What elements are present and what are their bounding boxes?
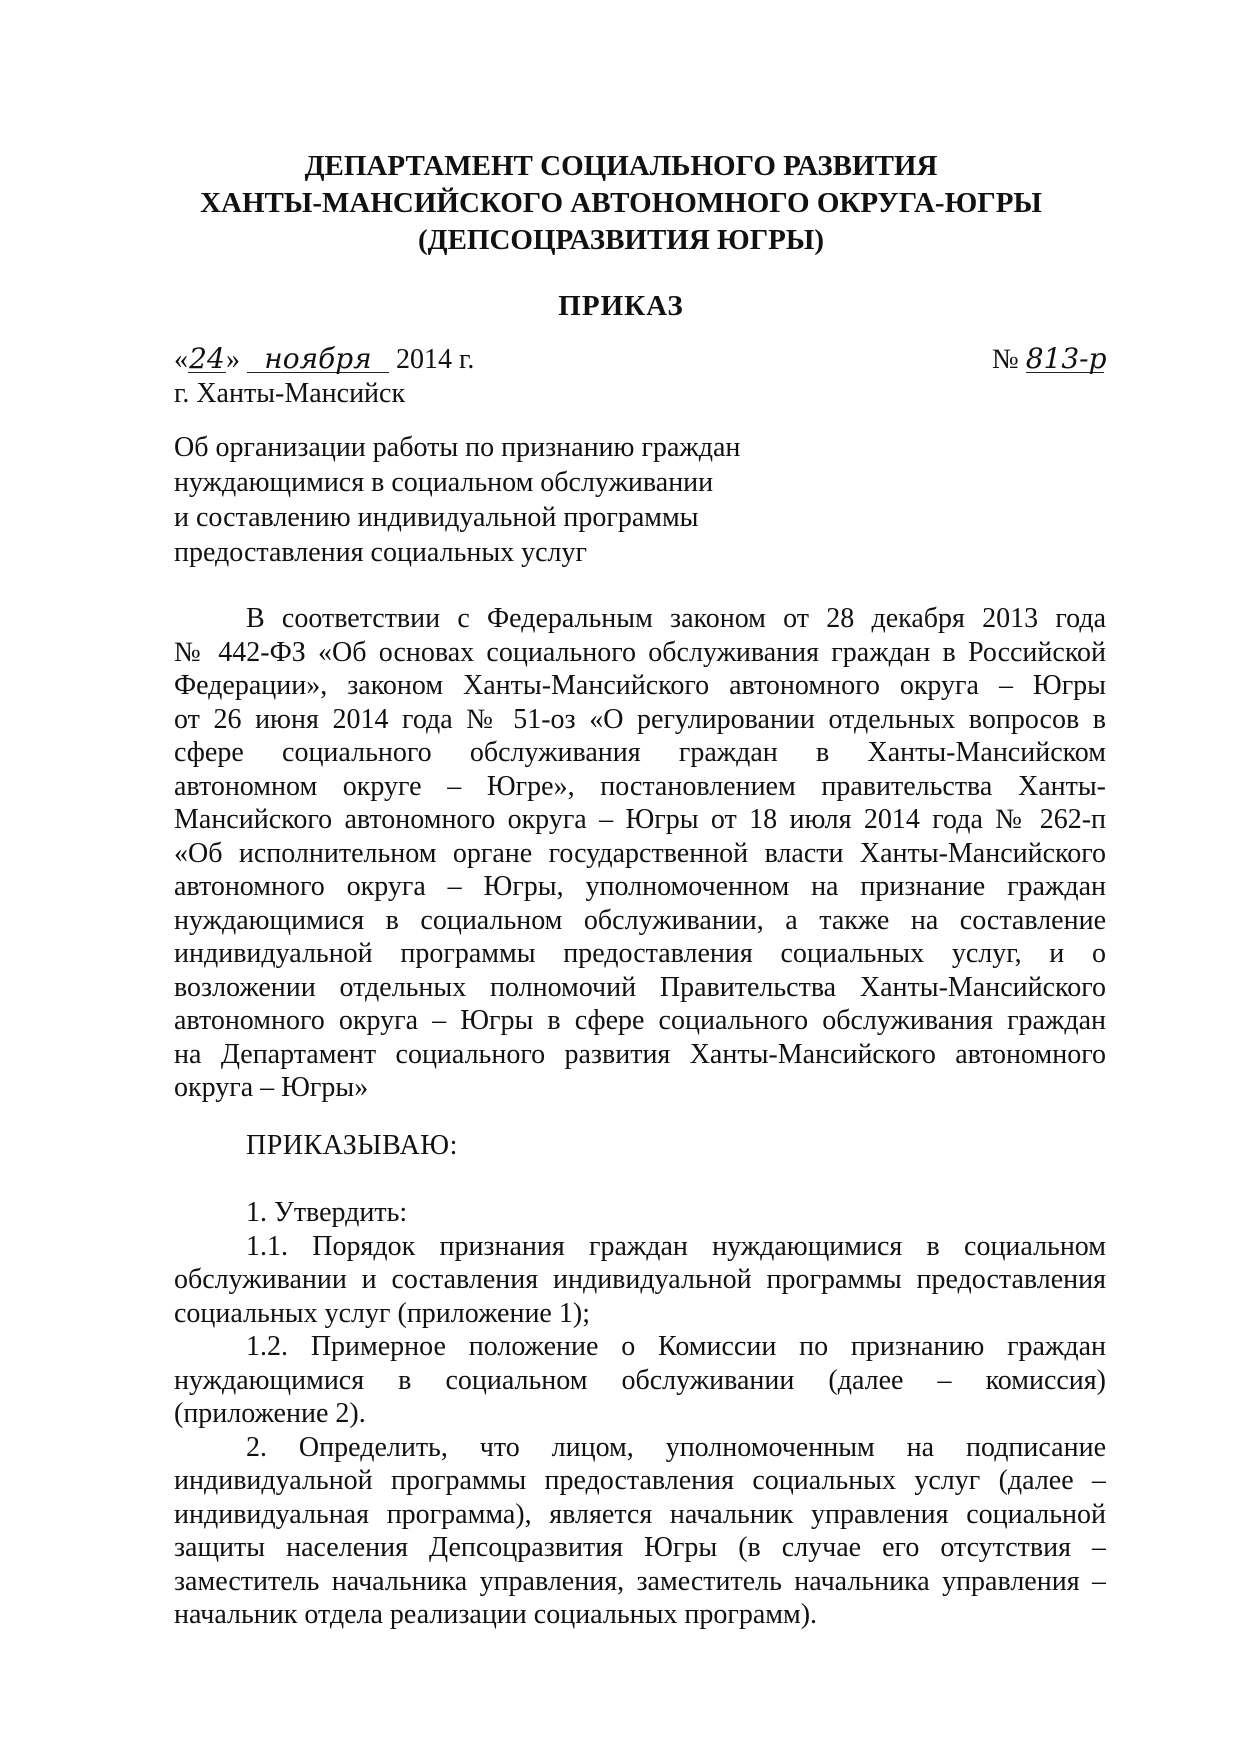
department-header xyxy=(0,148,1242,259)
date-close-quote: » xyxy=(226,344,240,375)
preamble-line: округа – Югры» xyxy=(174,1072,369,1103)
item-1-1-line: социальных услуг (приложение 1); xyxy=(174,1297,590,1329)
preamble-line: В соответствии с Федеральным законом от 28 декабря 2013 года xyxy=(246,603,1106,634)
preamble-line: «Об исполнительном органе государственной власти Ханты-Мансийского xyxy=(174,837,1106,869)
item-2-line: 2. Определить, что лицом, уполномоченным на подписание xyxy=(246,1431,1106,1463)
order-title: ПРИКАЗ xyxy=(558,290,684,322)
subject-line: Об организации работы по признанию граждан xyxy=(174,432,741,463)
item-2-line: индивидуальной программы предоставления социальных услуг (далее – xyxy=(174,1465,1106,1496)
order-date xyxy=(174,344,474,376)
orders-word: ПРИКАЗЫВАЮ: xyxy=(246,1130,458,1161)
item-1-1-line: обслуживании и составления индивидуальной программы предоставления xyxy=(174,1264,1106,1295)
preamble-line: индивидуальной программы предоставления социальных услуг, и о xyxy=(174,938,1106,969)
preamble-line: возложении отдельных полномочий Правительства Ханты-Мансийского xyxy=(174,971,1106,1003)
date-month-handwritten: ноября xyxy=(247,346,389,373)
item-2-line: заместитель начальника управления, заместитель начальника управления – xyxy=(174,1565,1106,1597)
preamble-line: автономного округа – Югры, уполномоченном на признание граждан xyxy=(174,871,1106,902)
header-line-3: (ДЕПСОЦРАЗВИТИЯ ЮГРЫ) xyxy=(417,224,825,256)
item-2-line: защиты населения Депсоцразвития Югры (в случае его отсутствия – xyxy=(174,1532,1106,1563)
preamble-line: № 442-ФЗ «Об основах социального обслуживания граждан в Российской xyxy=(174,636,1106,668)
preamble-line: от 26 июня 2014 года № 51-оз «О регулировании отдельных вопросов в xyxy=(174,703,1106,735)
date-day-handwritten: 24 xyxy=(189,342,225,375)
preamble-line: сфере социального обслуживания граждан в Ханты-Мансийском xyxy=(174,737,1106,768)
subject-line: предоставления социальных услуг xyxy=(174,537,588,568)
preamble-line: автономного округа – Югры в сфере социального обслуживания граждан xyxy=(174,1005,1106,1036)
subject-line: нуждающимися в социальном обслуживании xyxy=(174,467,714,498)
order-number xyxy=(992,342,1107,376)
item-1: 1. Утвердить: xyxy=(246,1197,408,1228)
preamble-line: Федерации», законом Ханты-Мансийского автономного округа – Югры xyxy=(174,670,1106,701)
preamble-paragraph xyxy=(174,602,1106,1105)
order-items xyxy=(174,1196,1106,1632)
item-1-2-line: 1.2. Примерное положение о Комиссии по признанию граждан xyxy=(246,1331,1106,1362)
order-subject xyxy=(174,430,740,570)
header-line-1: ДЕПАРТАМЕНТ СОЦИАЛЬНОГО РАЗВИТИЯ xyxy=(304,150,938,182)
item-2-line: индивидуальная программа), является начальник управления социальной xyxy=(174,1498,1106,1530)
number-handwritten: 813-р xyxy=(1025,342,1107,375)
item-1-1-line: 1.1. Порядок признания граждан нуждающимися в социальном xyxy=(246,1230,1106,1262)
date-year: 2014 г. xyxy=(396,344,475,375)
city: г. Ханты-Мансийск xyxy=(174,378,406,409)
item-1-2-line: нуждающимися в социальном обслуживании (далее – комиссия) xyxy=(174,1364,1106,1396)
date-open-quote: « xyxy=(174,344,188,375)
preamble-line: автономном округе – Югре», постановлением правительства Ханты- xyxy=(174,770,1106,802)
number-prefix: № xyxy=(992,344,1019,375)
item-1-2-line: (приложение 2). xyxy=(174,1398,366,1429)
item-2-line: начальник отдела реализации социальных программ). xyxy=(174,1599,818,1630)
preamble-line: нуждающимися в социальном обслуживании, а также на составление xyxy=(174,904,1106,936)
header-line-2: ХАНТЫ-МАНСИЙСКОГО АВТОНОМНОГО ОКРУГА-ЮГРЫ xyxy=(200,187,1042,219)
preamble-line: на Департамент социального развития Ханты-Мансийского автономного xyxy=(174,1038,1106,1070)
preamble-line: Мансийского автономного округа – Югры от 18 июля 2014 года № 262-п xyxy=(174,804,1106,835)
subject-line: и составлению индивидуальной программы xyxy=(174,502,699,533)
